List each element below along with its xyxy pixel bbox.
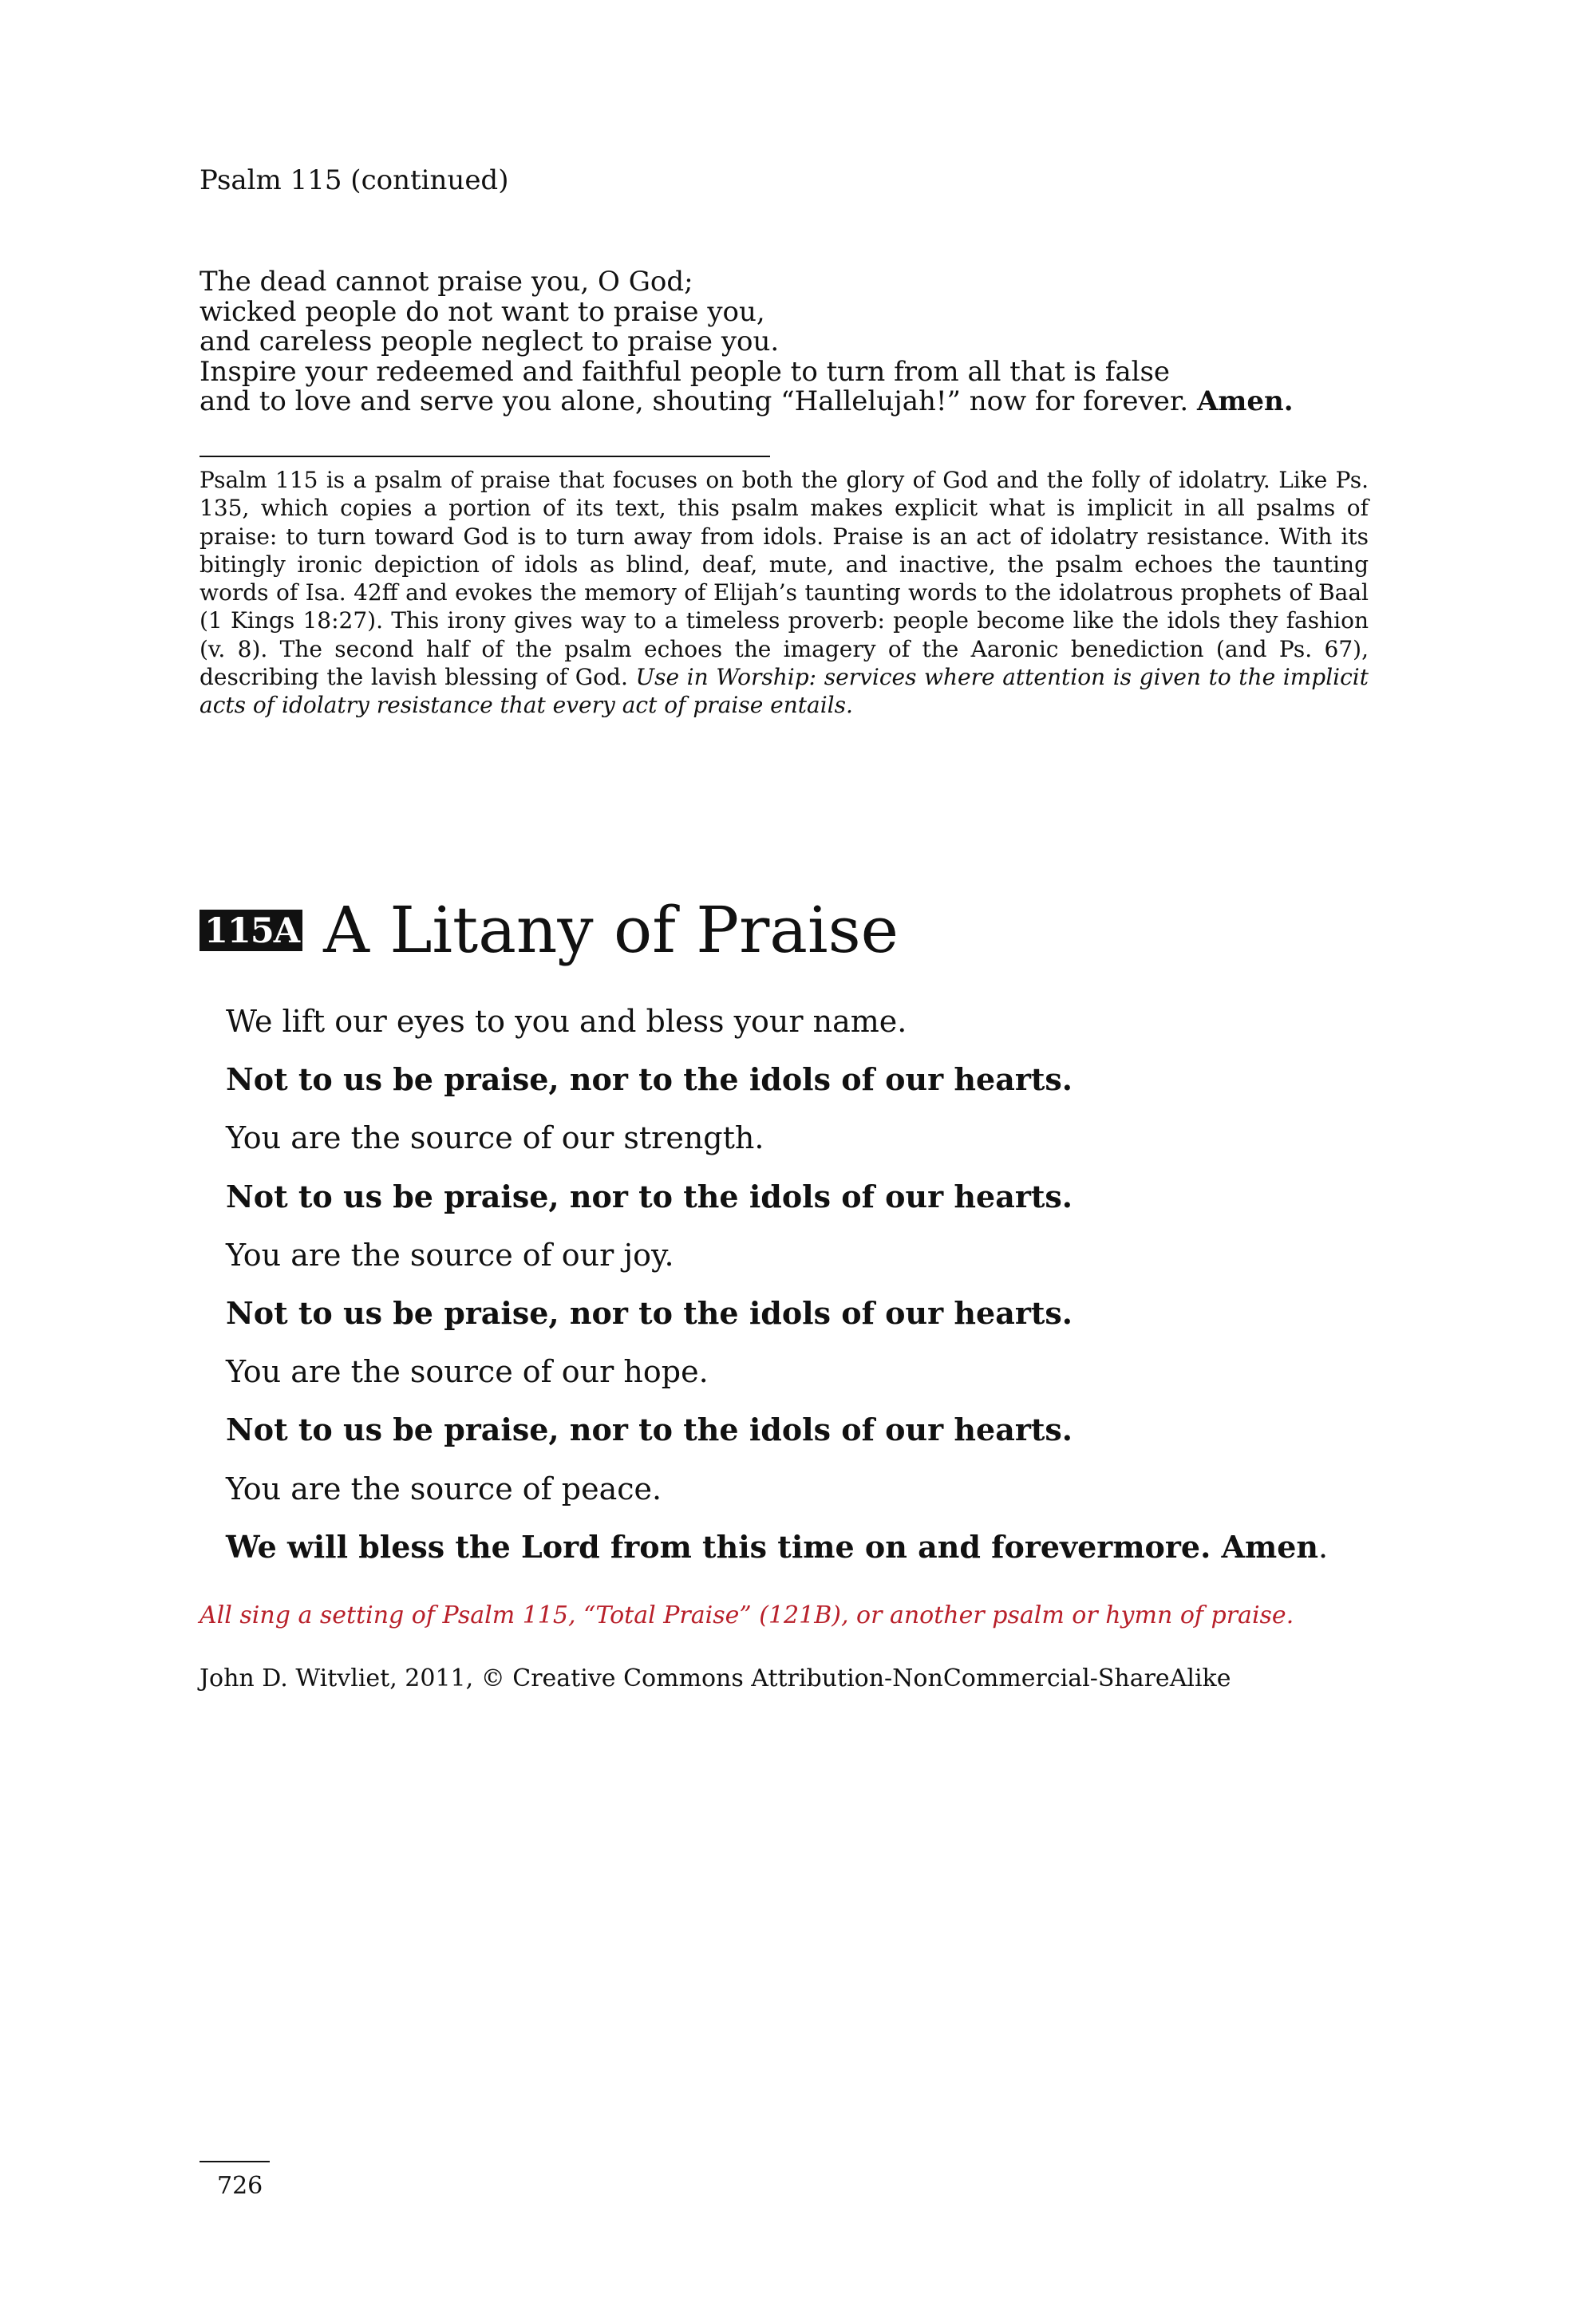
note-body: Psalm 115 is a psalm of praise that focuses on both the glory of God and the folly of idolatry. Like Ps. 135, which copies a portion of its text, this psalm makes explicit what is implicit in all psalms of praise: to turn toward God is to turn away from idols. Praise is an act of idolatry resistance. With its bitingly ironic depiction of idols as blind, deaf, mute, and inactive, the psalm echoes the taunting words of Isa. 42ff and evokes the memory of Elijah’s taunting words to the idolatrous prophets of Baal (1 Kings 18:27). This irony gives way to a timeless proverb: people become like the idols they fashion (v. 8). The second half of the psalm echoes the imagery of the Aaronic benediction (and Ps. 67), describing the lavish blessing of God. <box>200 467 1369 691</box>
prayer-line-last <box>200 387 1436 417</box>
litany-leader-line: We lift our eyes to you and bless your name. <box>226 1004 907 1039</box>
prayer-line: The dead cannot praise you, O God; <box>200 266 693 298</box>
litany-leader-line: You are the source of our strength. <box>226 1120 764 1156</box>
prayer-line: and careless people neglect to praise you. <box>200 326 780 357</box>
prayer-line: wicked people do not want to praise you, <box>200 295 765 328</box>
litany-leader-line: You are the source of our hope. <box>226 1354 709 1390</box>
litany <box>226 1001 1503 1585</box>
litany-final-period: . <box>1318 1529 1329 1565</box>
litany-leader-line: You are the source of peace. <box>226 1471 662 1506</box>
closing-prayer <box>200 267 1436 417</box>
running-header: Psalm 115 (continued) <box>200 164 509 196</box>
litany-leader-line: You are the source of our joy. <box>226 1237 674 1273</box>
note-usage: Use in Worship: services where attention is given to the implicit acts of idolatry resistance that every act of praise entails. <box>200 664 1369 719</box>
prayer-line: Inspire your redeemed and faithful people to turn from all that is false <box>200 355 1171 388</box>
prayer-line-text: and to love and serve you alone, shouting “Hallelujah!” now for forever. <box>200 385 1189 417</box>
copyright-credit: John D. Witvliet, 2011, © Creative Commons Attribution-NonCommercial-ShareAlike <box>200 1664 1231 1692</box>
commentary-note <box>200 466 1369 720</box>
litany-final-response: We will bless the Lord from this time on and forevermore. Amen <box>226 1528 1319 1565</box>
litany-people-response: Not to us be praise, nor to the idols of our hearts. <box>226 1178 1073 1214</box>
litany-people-response: Not to us be praise, nor to the idols of our hearts. <box>226 1061 1073 1098</box>
litany-people-response: Not to us be praise, nor to the idols of our hearts. <box>226 1294 1073 1331</box>
section-heading <box>200 892 899 969</box>
prayer-amen: Amen. <box>1197 385 1294 417</box>
footer-rule <box>200 2161 270 2162</box>
page-number: 726 <box>217 2172 263 2200</box>
section-title: A Litany of Praise <box>323 893 899 967</box>
litany-people-response: Not to us be praise, nor to the idols of our hearts. <box>226 1412 1073 1448</box>
litany-final-line <box>226 1527 1503 1585</box>
note-divider <box>200 456 770 457</box>
rubric-instruction: All sing a setting of Psalm 115, “Total Praise” (121B), or another psalm or hymn of praise. <box>200 1601 1294 1629</box>
section-number-badge: 115A <box>200 910 302 951</box>
